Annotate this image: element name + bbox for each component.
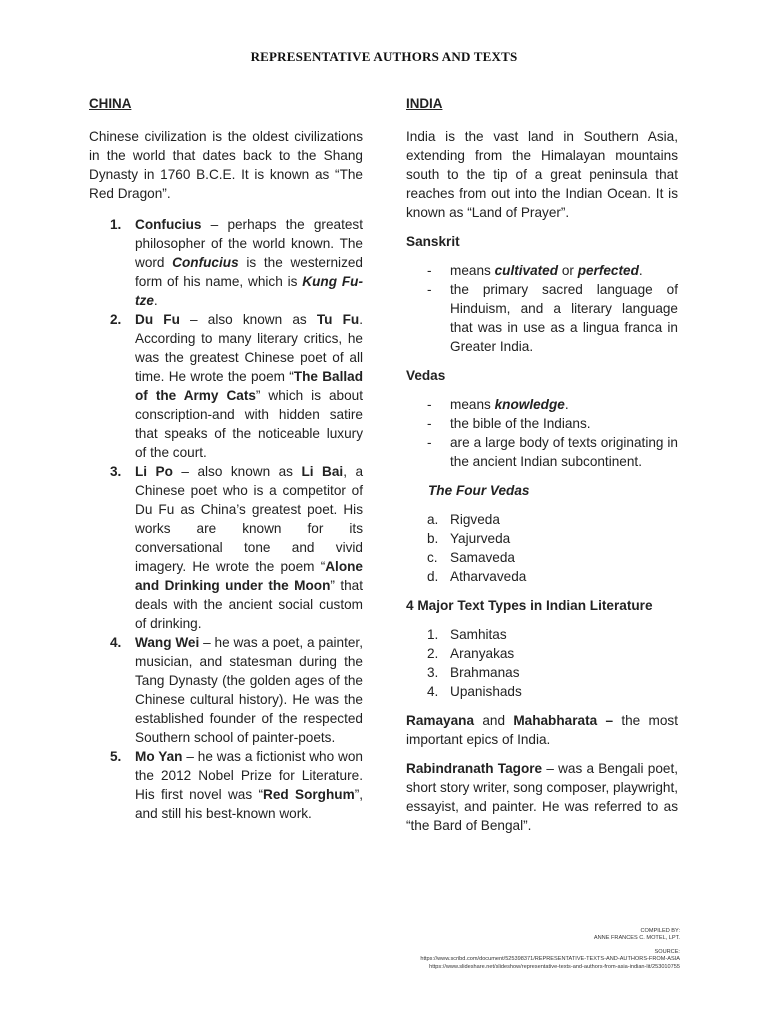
list-item [406, 529, 678, 548]
four-vedas-list [406, 510, 678, 586]
china-authors-list [89, 215, 363, 823]
india-intro: India is the vast land in Southern Asia, extending from the Himalayan mountains south to the tip of a great peninsula that reaches from out into the Indian Ocean. It is known as “Land of Prayer”. [406, 129, 678, 220]
sanskrit-heading: Sanskrit [406, 234, 460, 249]
list-item [89, 215, 363, 310]
sanskrit-item-text: the primary sacred language of Hinduism, and a literary language that was in use as a lingua franca in Greater India. [450, 282, 678, 354]
list-item [406, 395, 678, 414]
list-marker: 2. [427, 646, 439, 661]
vedas-item-text: the bible of the Indians. [450, 416, 591, 431]
list-item [406, 280, 678, 356]
list-marker: d. [427, 569, 439, 584]
list-item [89, 633, 363, 747]
text-types-list [406, 625, 678, 701]
vedas-item-text: means knowledge. [450, 397, 569, 412]
vedas-item-text: are a large body of texts originating in the ancient Indian subcontinent. [450, 435, 678, 469]
compiled-name: ANNE FRANCES C. MOTEL, LPT. [593, 935, 680, 942]
vedas-heading: Vedas [406, 368, 446, 383]
dash-marker: - [427, 435, 432, 450]
footer-credits [420, 928, 680, 971]
dash-marker: - [427, 397, 432, 412]
list-item [89, 747, 363, 823]
list-marker: b. [427, 531, 439, 546]
india-column [406, 94, 678, 835]
tagore-paragraph: Rabindranath Tagore – was a Bengali poet, short story writer, song composer, playwright, essayist, and painter. He was referred to as “the Bard of Bengal”. [406, 761, 678, 833]
text-type-name: Aranyakas [450, 646, 515, 661]
china-heading: CHINA [89, 96, 132, 111]
veda-name: Atharvaveda [450, 569, 527, 584]
author-text: Mo Yan – he was a fictionist who won the 2012 Nobel Prize for Literature. His first novel was “Red Sorghum”, and still his best-known work. [135, 749, 363, 821]
list-item [406, 663, 678, 682]
india-heading: INDIA [406, 96, 443, 111]
author-text: Li Po – also known as Li Bai, a Chinese poet who is a competitor of Du Fu as China’s greatest poet. His works are known for its conversational tone and vivid imagery. He wrote the poem “Alone and Drinking under the Moon” that deals with the ancient social custom of drinking. [135, 464, 363, 631]
list-item [406, 548, 678, 567]
epics-paragraph: Ramayana and Mahabharata – the most important epics of India. [406, 713, 678, 747]
list-item [406, 567, 678, 586]
list-marker: 3. [427, 665, 439, 680]
four-vedas-heading: The Four Vedas [428, 483, 530, 498]
list-item [406, 510, 678, 529]
vedas-list [406, 395, 678, 471]
list-number: 4. [110, 635, 122, 650]
list-marker: a. [427, 512, 439, 527]
list-item [406, 644, 678, 663]
veda-name: Samaveda [450, 550, 515, 565]
author-text: Confucius – perhaps the greatest philosopher of the world known. The word Confucius is the westernized form of his name, which is Kung Fu-tze. [135, 217, 363, 308]
dash-marker: - [427, 263, 432, 278]
list-item [406, 625, 678, 644]
source-link-1: https://www.scribd.com/document/525398371/REPRESENTATIVE-TEXTS-AND-AUTHORS-FROM-ASIA [420, 956, 680, 963]
text-type-name: Brahmanas [450, 665, 520, 680]
veda-name: Yajurveda [450, 531, 511, 546]
list-number: 3. [110, 464, 122, 479]
list-number: 1. [110, 217, 122, 232]
list-item [89, 462, 363, 633]
text-type-name: Samhitas [450, 627, 507, 642]
source-link-2: https://www.slideshare.net/slideshow/representative-texts-and-authors-from-asia-indian-lit/253010755 [429, 963, 680, 970]
list-item [406, 261, 678, 280]
author-text: Du Fu – also known as Tu Fu. According to many literary critics, he was the greatest Chinese poet of all time. He wrote the poem “The Ballad of the Army Cats” which is about conscription-and with hidden satire that speaks of the noticeable luxury of the court. [135, 312, 363, 460]
list-number: 5. [110, 749, 122, 764]
list-marker: c. [427, 550, 438, 565]
dash-marker: - [427, 282, 432, 297]
list-item [406, 682, 678, 701]
list-item [406, 433, 678, 471]
dash-marker: - [427, 416, 432, 431]
compiled-label: COMPILED BY: [640, 928, 680, 934]
veda-name: Rigveda [450, 512, 500, 527]
list-marker: 4. [427, 684, 439, 699]
sanskrit-item-text: means cultivated or perfected. [450, 263, 643, 278]
source-label: SOURCE: [654, 948, 680, 955]
china-column [89, 94, 363, 823]
china-intro: Chinese civilization is the oldest civilizations in the world that dates back to the Shang Dynasty in 1760 B.C.E. It is known as “The Red Dragon”. [89, 129, 363, 201]
text-type-name: Upanishads [450, 684, 522, 699]
list-marker: 1. [427, 627, 439, 642]
sanskrit-list [406, 261, 678, 356]
page-title: REPRESENTATIVE AUTHORS AND TEXTS [250, 49, 518, 64]
list-item [406, 414, 678, 433]
list-item [89, 310, 363, 462]
list-number: 2. [110, 312, 122, 327]
text-types-heading: 4 Major Text Types in Indian Literature [406, 598, 653, 613]
author-text: Wang Wei – he was a poet, a painter, musician, and statesman during the Tang Dynasty (the golden ages of the Chinese cultural history). He was the established founder of the respected Southern school of painter-poets. [135, 635, 363, 745]
